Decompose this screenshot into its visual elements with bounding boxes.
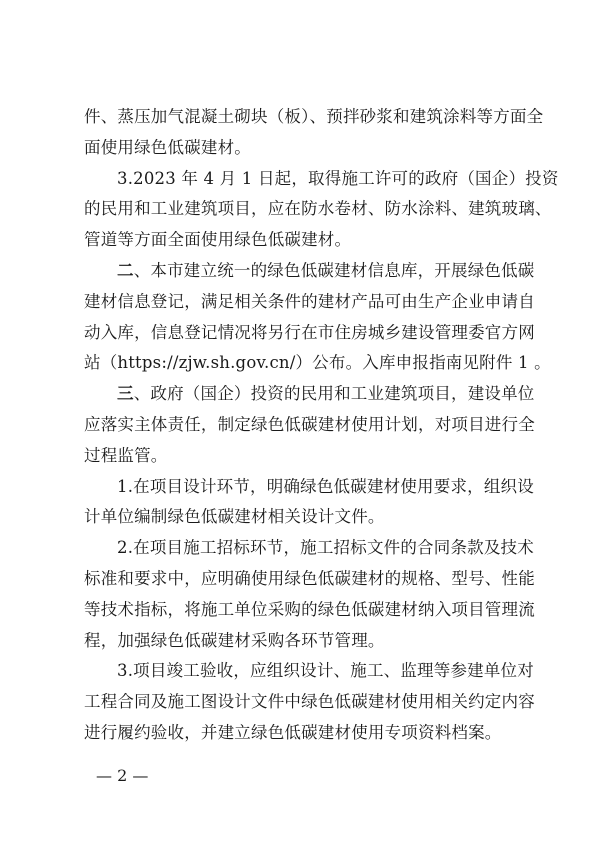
text-line: 计单位编制绿色低碳建材相关设计文件。 [84, 507, 385, 526]
text-line: 过程监管。 [84, 446, 168, 465]
text-line: 等技术指标，将施工单位采购的绿色低碳建材纳入项目管理流 [84, 600, 535, 619]
text-line: 1.在项目设计环节，明确绿色低碳建材使用要求，组织设 [117, 477, 534, 496]
text-line: 动入库，信息登记情况将另行在市住房城乡建设管理委官方网 [84, 323, 535, 342]
text-line: 标准和要求中，应明确使用绿色低碳建材的规格、型号、性能 [84, 569, 535, 588]
section-three-first-line [117, 383, 535, 405]
text-line: 件、蒸压加气混凝土砌块（板）、预拌砂浆和建筑涂料等方面全 [84, 107, 544, 126]
page-number: — 2 — [96, 766, 149, 785]
section-heading-three: 三 [117, 384, 134, 403]
text-line: 程，加强绿色低碳建材采购各环节管理。 [84, 631, 385, 650]
text-line: 管道等方面全面使用绿色低碳建材。 [84, 230, 352, 249]
section-two-first-line [117, 260, 535, 282]
section-heading-two: 二 [117, 261, 134, 280]
text-line-remainder: 、本市建立统一的绿色低碳建材信息库，开展绿色低碳 [133, 261, 535, 280]
text-line: 进行履约验收，并建立绿色低碳建材使用专项资料档案。 [84, 723, 502, 742]
text-line-remainder: 、政府（国企）投资的民用和工业建筑项目，建设单位 [133, 384, 535, 403]
text-line: 站（https://zjw.sh.gov.cn/）公布。入库申报指南见附件 1 。 [84, 353, 551, 372]
text-line: 3.项目竣工验收，应组织设计、施工、监理等参建单位对 [117, 661, 534, 680]
text-line: 面使用绿色低碳建材。 [84, 138, 251, 157]
text-line: 3.2023 年 4 月 1 日起，取得施工许可的政府（国企）投资 [117, 169, 559, 188]
text-line: 应落实主体责任，制定绿色低碳建材使用计划，对项目进行全 [84, 415, 535, 434]
text-line: 工程合同及施工图设计文件中绿色低碳建材使用相关约定内容 [84, 692, 535, 711]
text-line: 建材信息登记，满足相关条件的建材产品可由生产企业申请自 [84, 292, 535, 311]
text-line: 2.在项目施工招标环节，施工招标文件的合同条款及技术 [117, 538, 534, 557]
text-line: 的民用和工业建筑项目，应在防水卷材、防水涂料、建筑玻璃、 [84, 199, 552, 218]
